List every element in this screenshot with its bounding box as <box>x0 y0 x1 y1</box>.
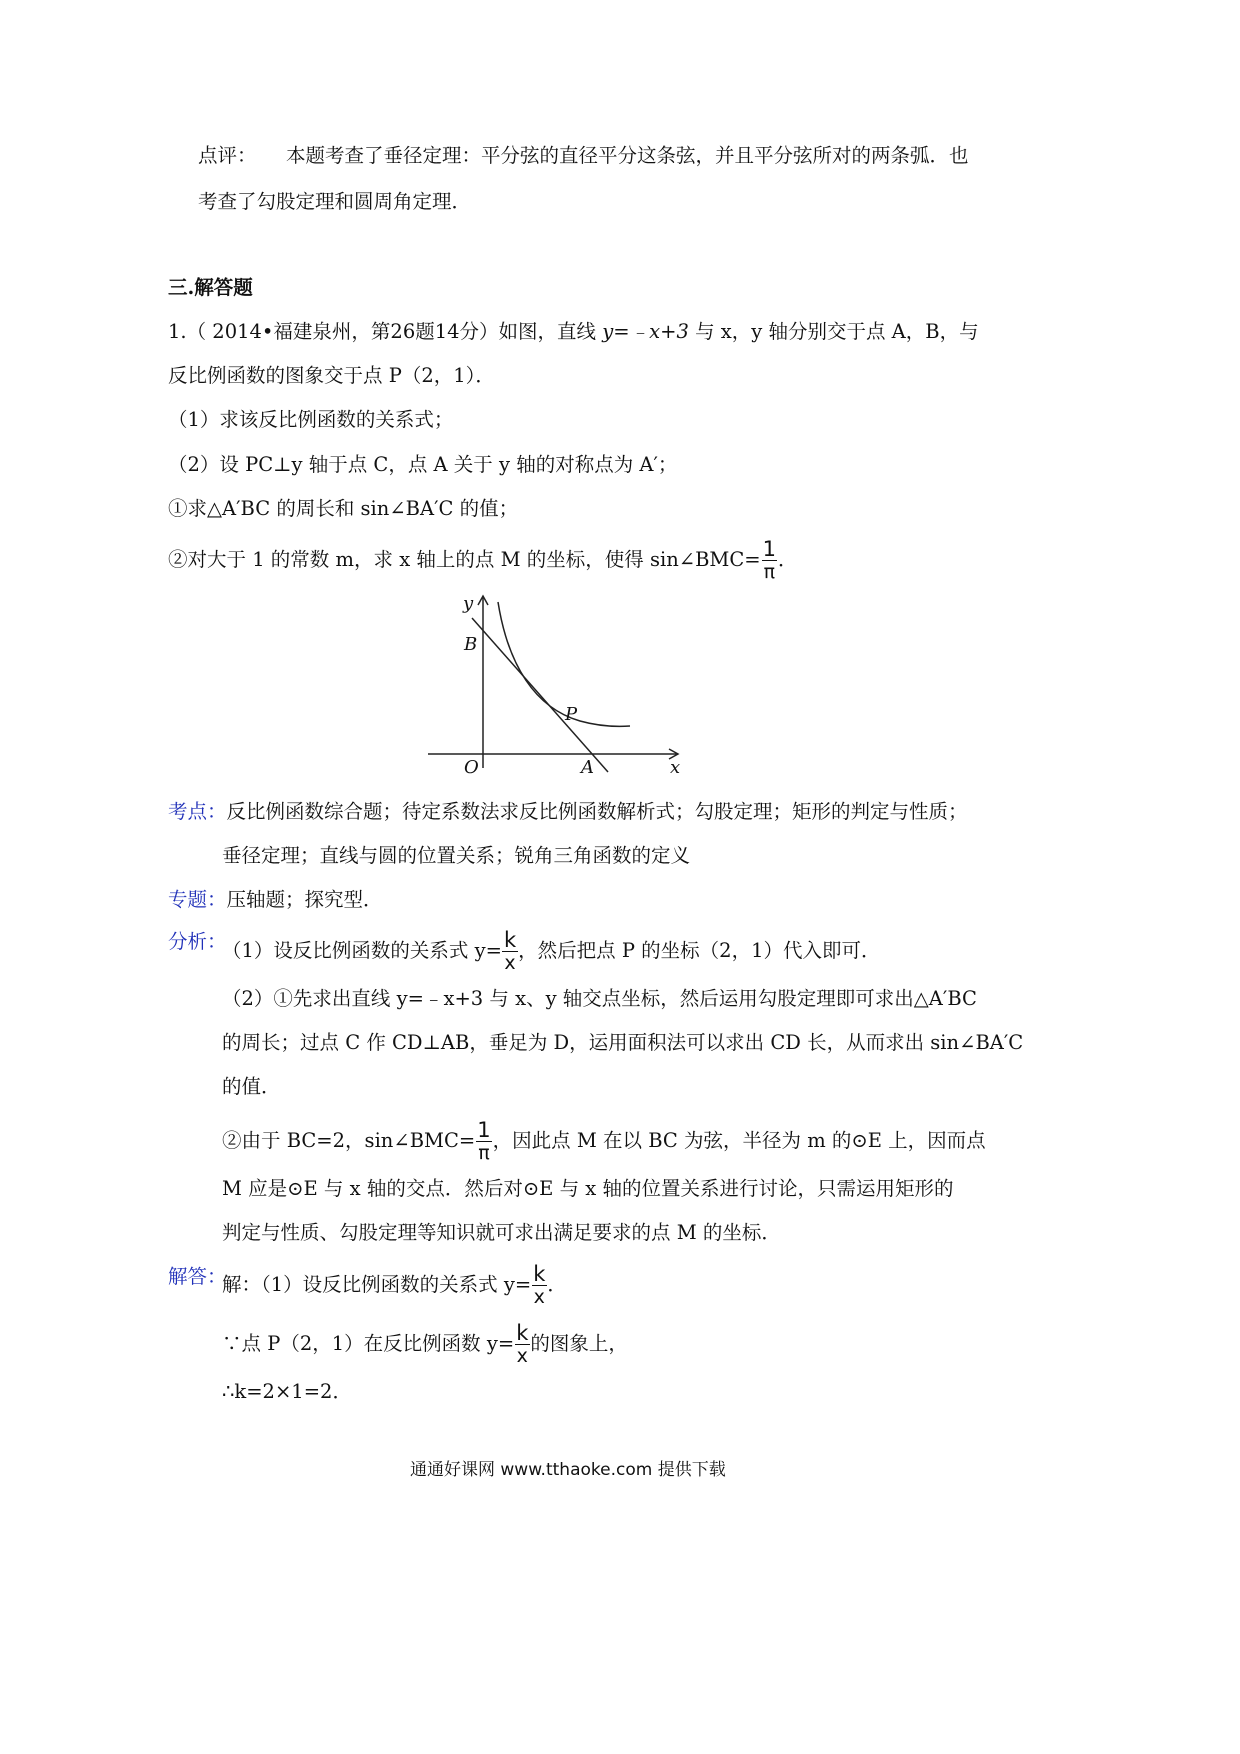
jieda-line-2-tail: 的图象上， <box>530 1332 628 1355</box>
fenxi-line-1 <box>222 930 880 973</box>
fraction-k-over-x <box>531 1264 547 1307</box>
fraction-one-over-pi <box>475 1120 492 1163</box>
jieda-line-2-text: ∵点 P（2，1）在反比例函数 y= <box>222 1332 515 1355</box>
fraction-numerator: k <box>503 928 517 952</box>
hyperbola-curve <box>498 602 630 726</box>
x-axis-label: x <box>670 757 681 778</box>
question-2a: ①求△A′BC 的周长和 sin∠BA′C 的值； <box>168 497 519 520</box>
fenxi-line-1-text: （1）设反比例函数的关系式 y= <box>222 939 502 962</box>
question-2: （2）设 PC⊥y 轴于点 C，点 A 关于 y 轴的对称点为 A′； <box>168 453 678 476</box>
fraction-denominator: x <box>533 1286 545 1308</box>
question-1: （1）求该反比例函数的关系式； <box>168 408 454 431</box>
question-2b-text: ②对大于 1 的常数 m，求 x 轴上的点 M 的坐标，使得 sin∠BMC= <box>168 548 761 571</box>
review-line-1: 本题考查了垂径定理：平分弦的直径平分这条弦，并且平分弦所对的两条弧．也 <box>286 144 969 167</box>
kaodian-text-1: 反比例函数综合题；待定系数法求反比例函数解析式；勾股定理；矩形的判定与性质； <box>226 800 968 823</box>
jieda-line-3: ∴k=2×1=2． <box>222 1380 352 1403</box>
question-2b <box>168 539 798 582</box>
page-footer: 通通好课网 www.tthaoke.com 提供下载 <box>410 1460 726 1480</box>
fenxi-line-5 <box>222 1120 986 1163</box>
problem-line-1 <box>168 318 979 346</box>
kaodian-label: 考点： <box>168 800 227 823</box>
fraction-denominator: x <box>516 1345 528 1367</box>
jieda-label: 解答： <box>168 1265 227 1288</box>
fraction-denominator: π <box>763 561 776 583</box>
fraction-numerator: 1 <box>477 1118 491 1142</box>
fenxi-line-7: 判定与性质、勾股定理等知识就可求出满足要求的点 M 的坐标． <box>222 1221 781 1244</box>
zhuanti-label: 专题： <box>168 888 227 911</box>
jieda-line-2 <box>222 1323 628 1366</box>
zhuanti-text: 压轴题；探究型． <box>226 888 383 911</box>
problem-equation: y=﹣x+3 <box>602 320 689 343</box>
fraction-denominator: x <box>504 952 516 974</box>
problem-source: （ 2014•福建泉州，第26题14分）如图，直线 <box>186 320 603 343</box>
jieda-line-1-text: 解：（1）设反比例函数的关系式 y= <box>222 1273 532 1296</box>
fraction-numerator: 1 <box>762 537 777 561</box>
point-b-label: B <box>464 634 478 655</box>
fraction-denominator: π <box>478 1142 490 1164</box>
jieda-line-1-tail: ． <box>547 1273 567 1296</box>
origin-label: O <box>464 757 479 778</box>
fenxi-line-6: M 应是⊙E 与 x 轴的交点．然后对⊙E 与 x 轴的位置关系进行讨论，只需运用矩形的 <box>222 1177 954 1200</box>
straight-line <box>472 618 608 772</box>
y-axis-label: y <box>463 593 474 614</box>
point-a-label: A <box>581 757 594 778</box>
kaodian-line-1 <box>168 798 968 826</box>
fenxi-label: 分析： <box>168 930 227 953</box>
fenxi-line-2: （2）①先求出直线 y=﹣x+3 与 x、y 轴交点坐标，然后运用勾股定理即可求出△A′BC <box>222 987 977 1010</box>
fenxi-line-5-tail: ，因此点 M 在以 BC 为弦，半径为 m 的⊙E 上，因而点 <box>492 1129 986 1152</box>
fenxi-line-1-tail: ，然后把点 P 的坐标（2，1）代入即可． <box>518 939 881 962</box>
zhuanti-line <box>168 886 383 914</box>
fraction-one-over-pi <box>761 539 778 582</box>
jieda-line-1 <box>222 1264 567 1307</box>
problem-line-2: 反比例函数的图象交于点 P（2，1）． <box>168 364 495 387</box>
fraction-k-over-x <box>514 1323 530 1366</box>
fraction-numerator: k <box>533 1262 546 1286</box>
fenxi-line-3: 的周长；过点 C 作 CD⊥AB，垂足为 D，运用面积法可以求出 CD 长，从而求出 sin∠BA′C <box>222 1031 1024 1054</box>
problem-number: 1. <box>168 320 187 343</box>
fraction-numerator: k <box>516 1321 529 1345</box>
review-label: 点评： <box>198 144 257 167</box>
section-title: 三.解答题 <box>168 276 253 299</box>
fenxi-line-5-text: ②由于 BC=2，sin∠BMC= <box>222 1129 476 1152</box>
kaodian-line-2: 垂径定理；直线与圆的位置关系；锐角三角函数的定义 <box>222 844 691 867</box>
fenxi-line-4: 的值． <box>222 1075 281 1098</box>
fraction-k-over-x <box>502 930 518 973</box>
question-2b-end: ． <box>778 548 798 571</box>
function-graph-figure <box>420 590 690 780</box>
problem-line-1-tail: 与 x，y 轴分别交于点 A，B，与 <box>688 320 979 343</box>
review-line-2: 考查了勾股定理和圆周角定理． <box>198 190 472 213</box>
point-p-label: P <box>565 704 578 725</box>
